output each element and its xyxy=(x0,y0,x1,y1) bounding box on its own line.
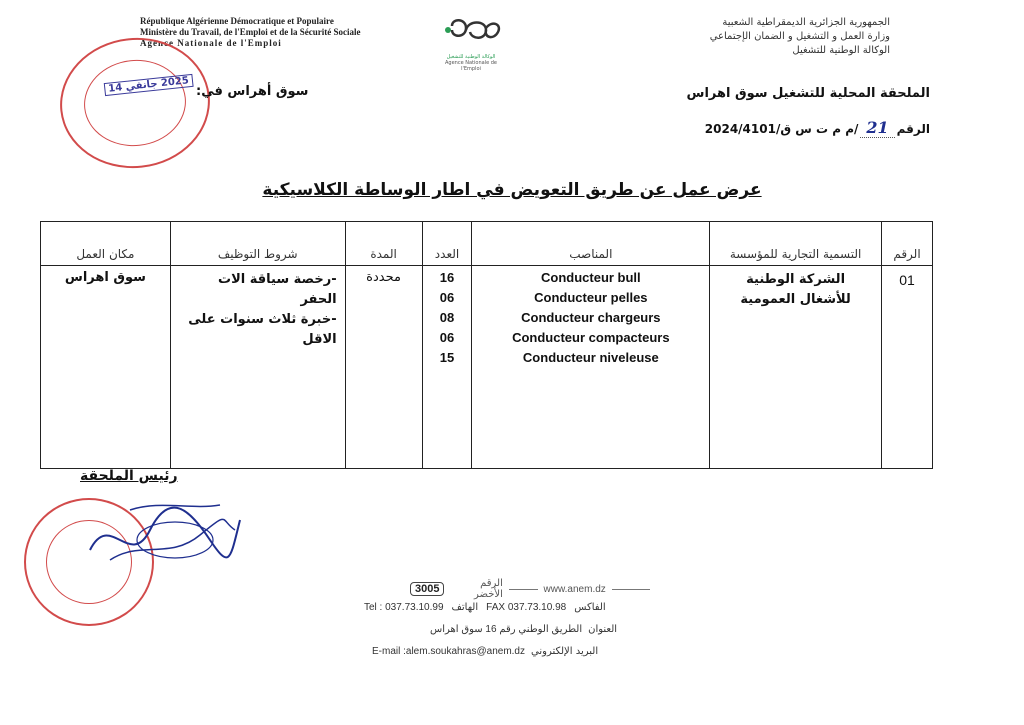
cell-positions xyxy=(472,266,710,469)
count-2: 06 xyxy=(439,290,455,305)
location-text: سوق اهراس xyxy=(64,270,146,285)
tel-label: الهاتف xyxy=(451,602,479,613)
table-row xyxy=(41,266,933,469)
reference-line xyxy=(705,118,930,138)
reference-handwritten-number: 21 xyxy=(860,118,894,138)
duration-text: محددة xyxy=(366,270,401,285)
cell-counts xyxy=(422,266,472,469)
job-offer-table xyxy=(40,221,933,469)
email-address[interactable]: E-mail :alem.soukahras@anem.dz xyxy=(372,646,525,657)
tel-number: Tel : 037.73.10.99 xyxy=(364,602,444,613)
document-title: عرض عمل عن طريق التعويض في اطار الوساطة الكلاسيكية xyxy=(262,180,762,200)
header-location: مكان العمل xyxy=(41,222,171,266)
fax-number: FAX 037.73.10.98 xyxy=(486,602,567,613)
header-company: التسمية التجارية للمؤسسة xyxy=(710,222,882,266)
count-1: 16 xyxy=(439,270,455,285)
reference-suffix: /م م ت س ق/2024/4101 xyxy=(704,122,859,136)
position-4: Conducteur compacteurs xyxy=(512,330,670,345)
address-text: الطريق الوطني رقم 16 سوق اهراس xyxy=(430,624,583,635)
footer-top-line xyxy=(410,578,650,600)
count-4: 06 xyxy=(439,330,455,345)
official-stamp-top-inner xyxy=(80,55,190,151)
header-ar-line-3: الوكالة الوطنية للتشغيل xyxy=(792,45,890,56)
footer-address-line xyxy=(430,624,617,635)
agency-logo xyxy=(436,16,506,72)
footer-divider-2 xyxy=(612,589,650,590)
email-label: البريد الإلكتروني xyxy=(531,646,599,657)
website[interactable]: www.anem.dz xyxy=(543,583,606,595)
green-number: 3005 xyxy=(415,583,440,595)
city-date-label: سوق أهراس في: xyxy=(196,84,309,99)
position-5: Conducteur niveleuse xyxy=(522,350,659,365)
handwritten-signature xyxy=(70,490,250,580)
logo-caption-ar: الوكالة الوطنية للتشغيل xyxy=(446,54,496,60)
reference-prefix: الرقم xyxy=(896,122,930,136)
logo-caption-fr: Agence Nationale de l'Emploi xyxy=(444,60,497,72)
header-number: الرقم xyxy=(882,222,933,266)
official-stamp-top xyxy=(54,31,217,176)
header-duration: المدة xyxy=(345,222,422,266)
stamp-date: 2025 جانفي 14 xyxy=(104,74,194,96)
green-number-box xyxy=(410,582,444,596)
header-count: العدد xyxy=(422,222,472,266)
header-ar-line-2: وزارة العمل و التشغيل و الضمان الإجتماعي xyxy=(709,31,890,42)
header-arabic-block xyxy=(540,16,890,58)
footer-contact-line xyxy=(364,602,606,613)
count-5: 15 xyxy=(439,350,455,365)
row-number: 01 xyxy=(899,272,915,288)
address-label: العنوان xyxy=(588,624,618,635)
position-2: Conducteur pelles xyxy=(534,290,648,305)
header-conditions: شروط التوظيف xyxy=(170,222,345,266)
cell-conditions xyxy=(170,266,345,469)
position-3: Conducteur chargeurs xyxy=(521,310,661,325)
count-3: 08 xyxy=(439,310,455,325)
signature-title: رئيس الملحقة xyxy=(80,468,178,484)
header-ar-line-1: الجمهورية الجزائرية الديمقراطية الشعبية xyxy=(722,17,890,28)
cell-number xyxy=(882,266,933,469)
footer-divider-1 xyxy=(509,589,538,590)
header-fr-line-1: République Algérienne Démocratique et Populaire xyxy=(140,16,334,26)
anem-logo-icon xyxy=(436,16,506,50)
green-number-label: الرقم الأخضر xyxy=(474,578,503,600)
header-fr-line-3: Agence Nationale de l'Emploi xyxy=(140,38,282,48)
company-name: الشركة الوطنية للأشغال العمومية xyxy=(740,272,851,307)
cell-location xyxy=(41,266,171,469)
cell-duration xyxy=(345,266,422,469)
header-positions: المناصب xyxy=(472,222,710,266)
header-french-block xyxy=(140,16,430,49)
condition-2: -خبرة ثلاث سنوات على الاقل xyxy=(188,312,337,347)
fax-label: الفاكس xyxy=(574,602,606,613)
position-1: Conducteur bull xyxy=(541,270,641,285)
cell-company xyxy=(710,266,882,469)
condition-1: -رخصة سياقة الات الحفر xyxy=(218,272,337,307)
agency-line: الملحقة المحلية للتشغيل سوق اهراس xyxy=(686,86,930,101)
table-header-row xyxy=(41,222,933,266)
footer-email-line xyxy=(372,646,598,657)
header-fr-line-2: Ministère du Travail, de l'Emploi et de la Sécurité Sociale xyxy=(140,27,361,37)
